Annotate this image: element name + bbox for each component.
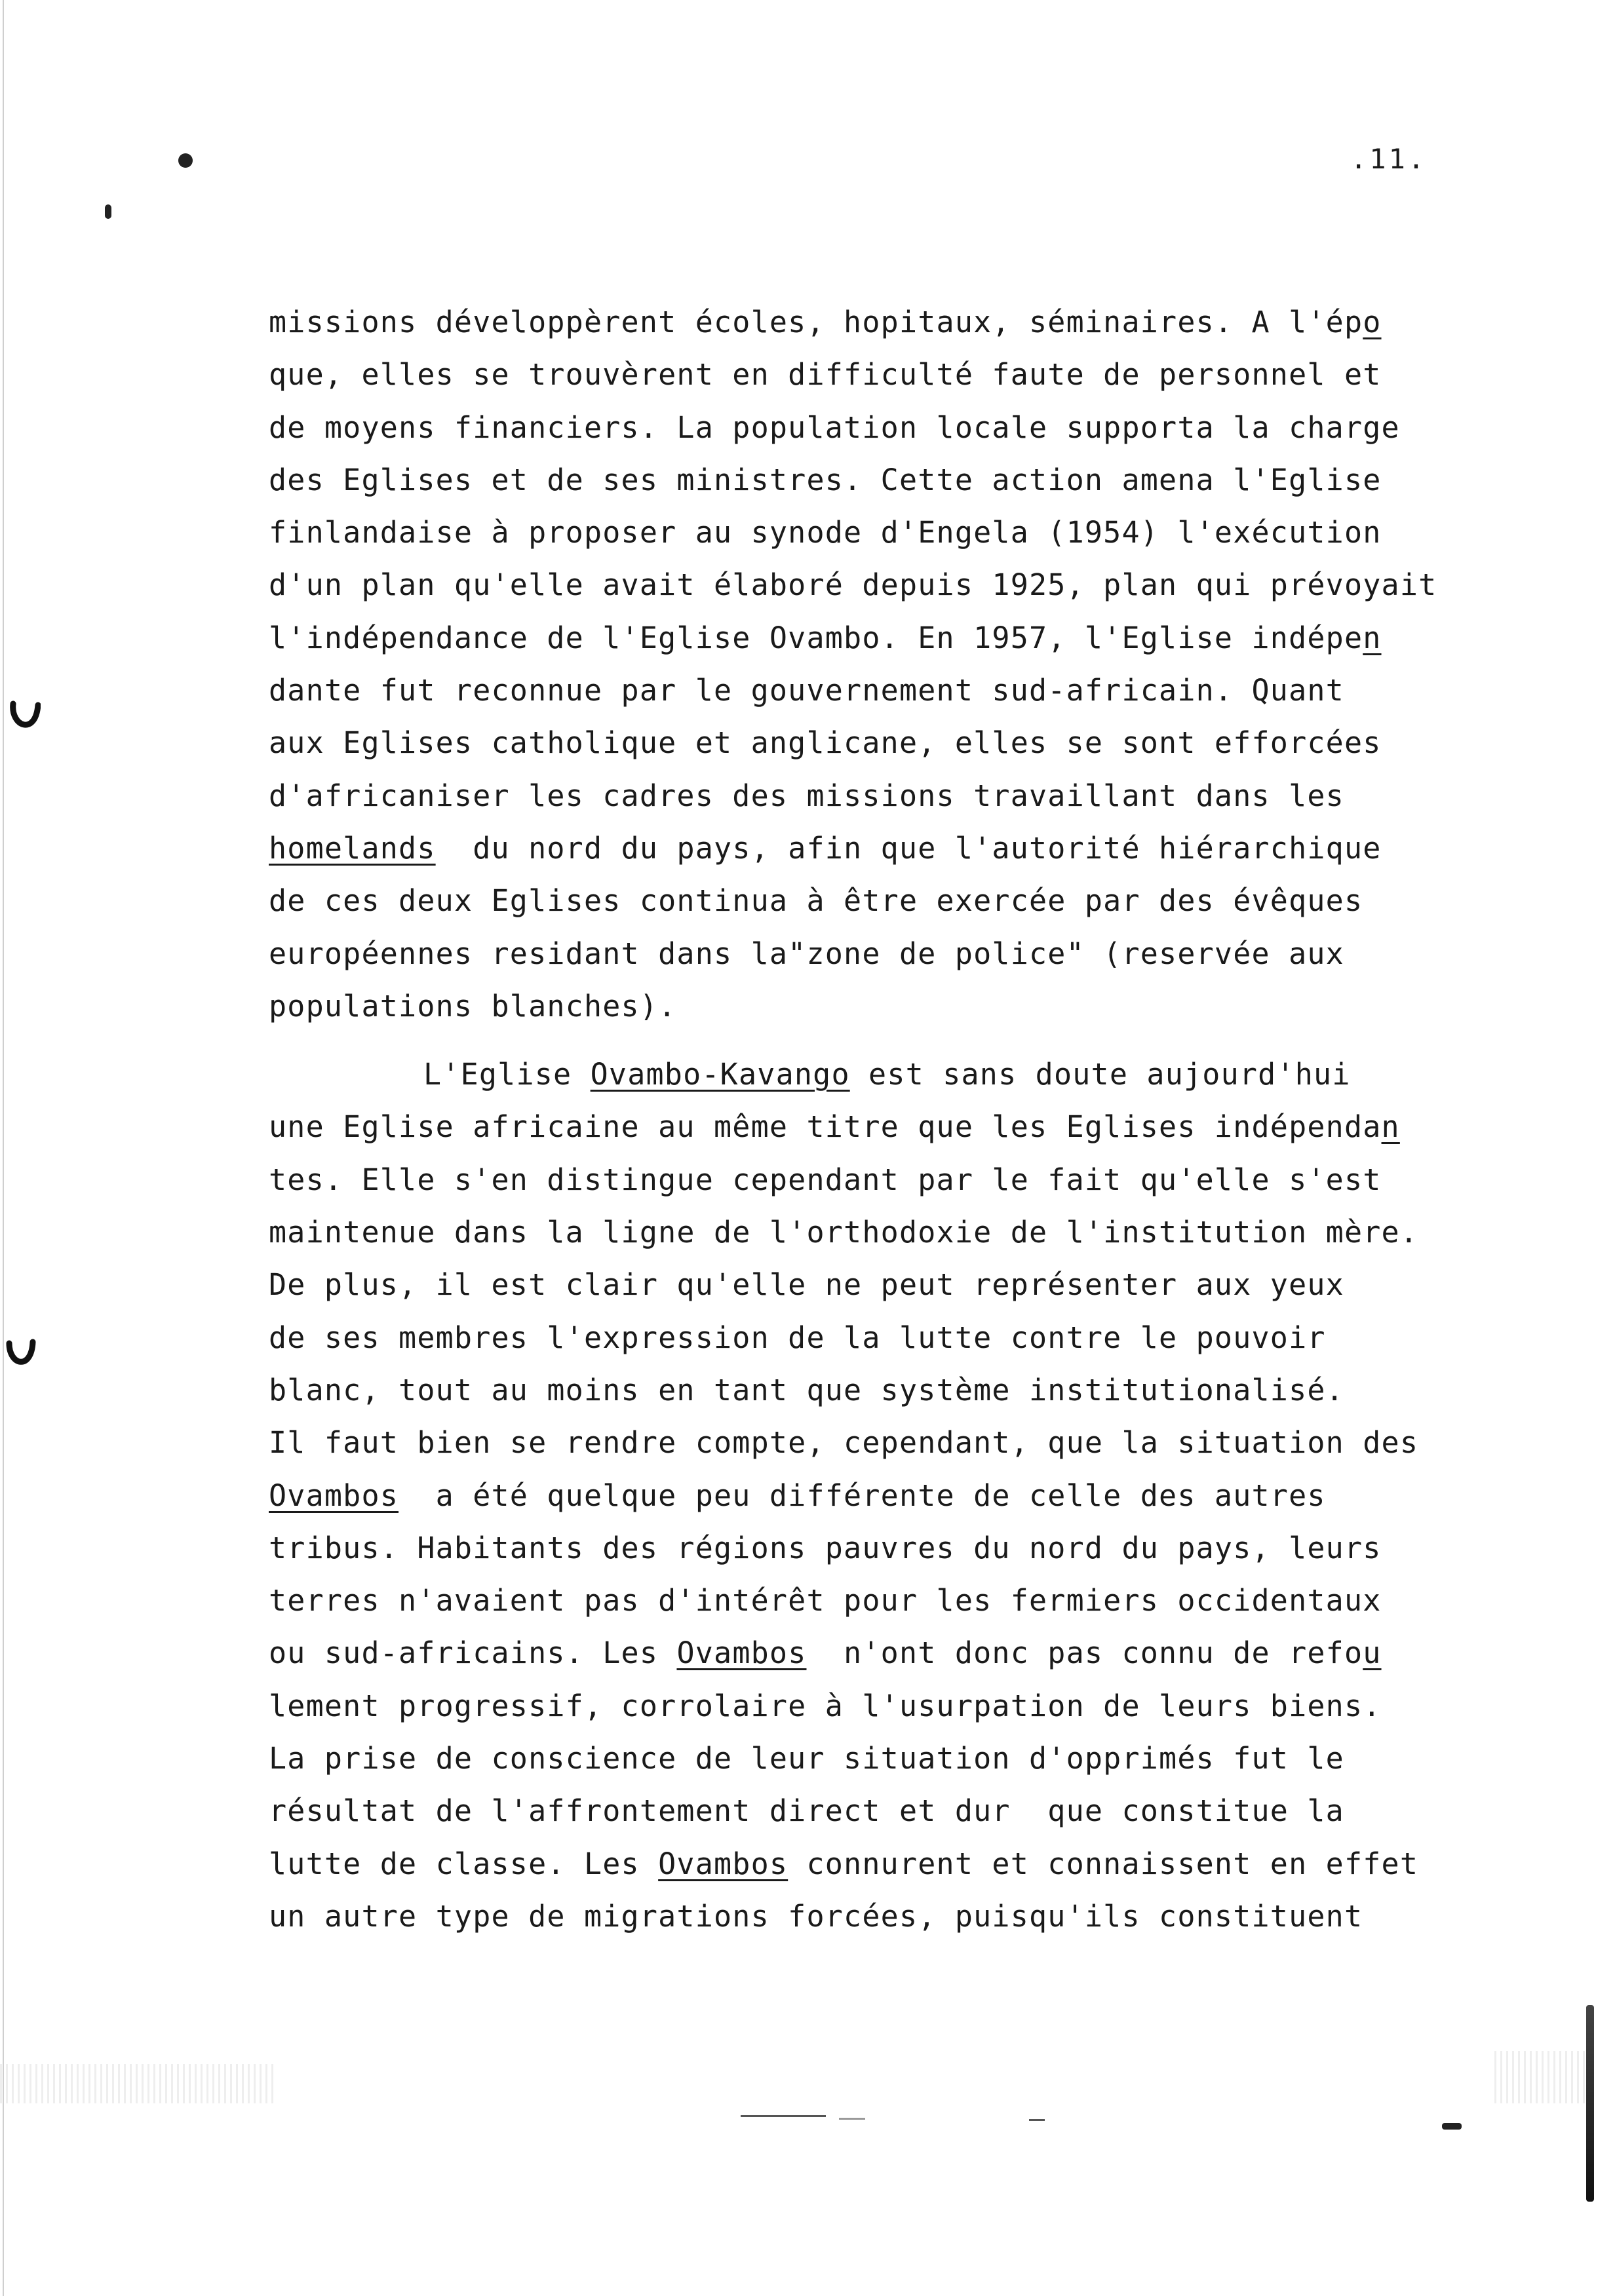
text-segment: missions développèrent écoles, hopitaux, séminaires. A l'ép [269,305,1363,339]
text-line [269,1575,1540,1627]
page-number: .11. [1350,143,1428,175]
text-line [269,559,1540,611]
text-segment: un autre type de migrations forcées, puisqu'ils constituent [269,1898,1363,1934]
text-line [269,1048,1540,1101]
text-line [269,928,1540,980]
punch-mark-dot [178,153,193,168]
underlined-text: n [1381,1109,1400,1145]
text-segment: ou sud-africains. Les [269,1636,677,1671]
text-segment: Il faut bien se rendre compte, cependant, que la situation des [269,1425,1419,1461]
text-line [269,717,1540,769]
text-segment: terres n'avaient pas d'intérêt pour les fermiers occidentaux [269,1583,1382,1618]
text-line [269,507,1540,559]
text-segment: connurent et connaissent en effet [788,1846,1419,1881]
text-line [269,1101,1540,1153]
text-line [269,1890,1540,1943]
scan-edge-line [3,0,4,2296]
text-segment: de ses membres l'expression de la lutte contre le pouvoir [269,1320,1326,1355]
text-segment: dante fut reconnue par le gouvernement sud-africain. Quant [269,673,1344,708]
text-line [269,1312,1540,1364]
text-segment: maintenue dans la ligne de l'orthodoxie de l'institution mère. [269,1215,1419,1250]
text-segment: européennes residant dans la"zone de police" (reservée aux [269,936,1344,971]
text-line [269,296,1540,349]
text-line [269,1470,1540,1522]
text-segment: finlandaise à proposer au synode d'Engela (1954) l'exécution [269,515,1382,550]
text-segment: une Eglise africaine au même titre que les Eglises indépenda [269,1109,1382,1145]
text-line [269,612,1540,664]
text-line [269,1417,1540,1469]
text-segment: résultat de l'affrontement direct et dur que constitue la [269,1793,1344,1829]
underlined-text: o [1363,305,1382,339]
footer-smudge [1029,2119,1045,2121]
text-line [269,1364,1540,1417]
text-line [269,1785,1540,1837]
text-segment: populations blanches). [269,988,677,1024]
scan-edge-shadow [1586,2005,1594,2202]
binding-hole-mark [9,700,41,739]
text-segment: tes. Elle s'en distingue cependant par le fait qu'elle s'est [269,1162,1382,1197]
text-segment: n'ont donc pas connu de refo [806,1636,1363,1671]
text-segment: tribus. Habitants des régions pauvres du nord du pays, leurs [269,1530,1382,1565]
text-segment: d'africaniser les cadres des missions travaillant dans les [269,778,1344,813]
footer-smudge [839,2118,865,2120]
text-line [269,980,1540,1033]
text-segment: a été quelque peu différente de celle des autres [399,1478,1326,1513]
underlined-text: Ovambos [676,1636,807,1671]
scan-noise [1494,2051,1586,2103]
scan-noise [0,2064,275,2103]
text-segment: des Eglises et de ses ministres. Cette action amena l'Eglise [269,462,1382,497]
underlined-text: homelands [269,830,436,866]
underlined-text: u [1363,1636,1382,1671]
binding-hole-mark [5,1337,37,1376]
text-line [269,1680,1540,1732]
text-segment: De plus, il est clair qu'elle ne peut représenter aux yeux [269,1267,1344,1303]
punch-mark-dot [105,204,111,219]
text-line [269,664,1540,717]
text-segment: aux Eglises catholique et anglicane, elles se sont efforcées [269,725,1382,761]
text-line [269,1838,1540,1890]
text-line [269,454,1540,507]
text-line [269,349,1540,401]
text-line [269,1732,1540,1785]
text-line [269,402,1540,454]
text-line [269,1259,1540,1311]
text-segment: du nord du pays, afin que l'autorité hiérarchique [435,830,1382,866]
footer-smudge [1442,2123,1462,2130]
underlined-text: Ovambos [658,1846,788,1881]
underlined-text: Ovambos [269,1478,399,1513]
underlined-text: n [1363,620,1382,655]
text-line [269,1154,1540,1206]
text-line [269,1522,1540,1575]
body-text [269,296,1540,1943]
text-segment: de ces deux Eglises continua à être exercée par des évêques [269,883,1363,919]
text-segment: est sans doute aujourd'hui [849,1057,1351,1092]
text-line [269,1206,1540,1259]
text-segment: blanc, tout au moins en tant que système institutionalisé. [269,1372,1344,1407]
text-segment: que, elles se trouvèrent en difficulté faute de personnel et [269,357,1382,392]
text-line [269,822,1540,875]
text-segment: lement progressif, corrolaire à l'usurpation de leurs biens. [269,1688,1382,1723]
text-line [269,875,1540,927]
underlined-text: Ovambo-Kavango [590,1057,850,1092]
footer-smudge [741,2115,826,2117]
text-segment: l'indépendance de l'Eglise Ovambo. En 1957, l'Eglise indépe [269,620,1363,655]
text-segment: La prise de conscience de leur situation d'opprimés fut le [269,1741,1344,1776]
text-segment: lutte de classe. Les [269,1846,659,1881]
text-line [269,1627,1540,1679]
text-segment: de moyens financiers. La population locale supporta la charge [269,410,1400,445]
text-segment: d'un plan qu'elle avait élaboré depuis 1925, plan qui prévoyait [269,567,1437,603]
text-line [269,770,1540,822]
text-segment: L'Eglise [423,1057,591,1092]
